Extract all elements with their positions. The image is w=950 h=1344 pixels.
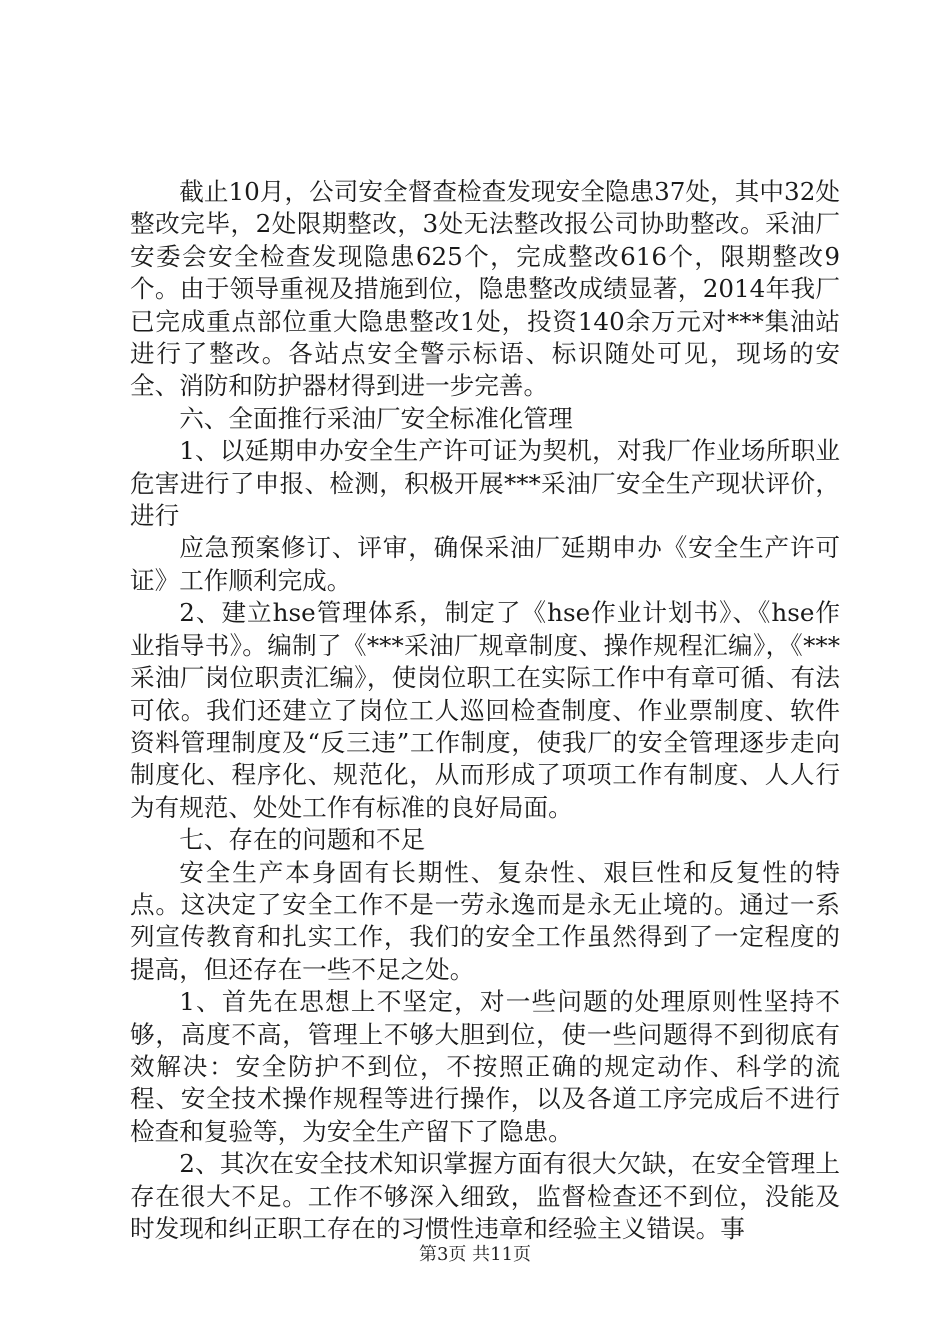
paragraph-hazard-rectification: 截止10月，公司安全督查检查发现安全隐患37处，其中32处整改完毕，2处限期整改，3处无法整改报公司协助整改。采油厂安委会安全检查发现隐患625个，完成整改616个，限期整改9个。由于领导重视及措施到位，隐患整改成绩显著，2014年我厂已完成重点部位重大隐患整改1处，投资140余万元对***集油站进行了整改。各站点安全警示标语、标识随处可见，现场的安全、消防和防护器材得到进一步完善。 bbox=[130, 177, 840, 401]
section-heading-six: 六、全面推行采油厂安全标准化管理 bbox=[179, 403, 573, 433]
paragraph-problem-two: 2、其次在安全技术知识掌握方面有很大欠缺，在安全管理上存在很大不足。工作不够深入细致，监督检查还不到位，没能及时发现和纠正职工存在的习惯性违章和经验主义错误。事 bbox=[130, 1149, 840, 1243]
paragraph-emergency-plan: 应急预案修订、评审，确保采油厂延期申办《安全生产许可证》工作顺利完成。 bbox=[130, 533, 840, 595]
paragraph-safety-nature: 安全生产本身固有长期性、复杂性、艰巨性和反复性的特点。这决定了安全工作不是一劳永逸而是永无止境的。通过一系列宣传教育和扎实工作，我们的安全工作虽然得到了一定程度的提高，但还存在一些不足之处。 bbox=[130, 857, 840, 984]
section-heading-seven: 七、存在的问题和不足 bbox=[179, 825, 426, 855]
paragraph-problem-one: 1、首先在思想上不坚定，对一些问题的处理原则性坚持不够，高度不高，管理上不够大胆到位，使一些问题得不到彻底有效解决：安全防护不到位，不按照正确的规定动作、科学的流程、安全技术操作规程等进行操作，以及各道工序完成后不进行检查和复验等，为安全生产留下了隐患。 bbox=[130, 987, 840, 1146]
paragraph-hse-system: 2、建立hse管理体系，制定了《hse作业计划书》、《hse作业指导书》。编制了《***采油厂规章制度、操作规程汇编》，《***采油厂岗位职责汇编》，使岗位职工在实际工作中有章可循、有法可依。我们还建立了岗位工人巡回检查制度、作业票制度、软件资料管理制度及“反三违”工作制度，使我厂的安全管理逐步走向制度化、程序化、规范化，从而形成了项项工作有制度、人人行为有规范、处处工作有标准的良好局面。 bbox=[130, 598, 840, 822]
paragraph-license-renewal: 1、以延期申办安全生产许可证为契机，对我厂作业场所职业危害进行了申报、检测，积极开展***采油厂安全生产现状评价，进行 bbox=[130, 436, 840, 531]
page-number-footer: 第3页 共11页 bbox=[418, 1244, 532, 1265]
document-body bbox=[130, 176, 840, 1245]
